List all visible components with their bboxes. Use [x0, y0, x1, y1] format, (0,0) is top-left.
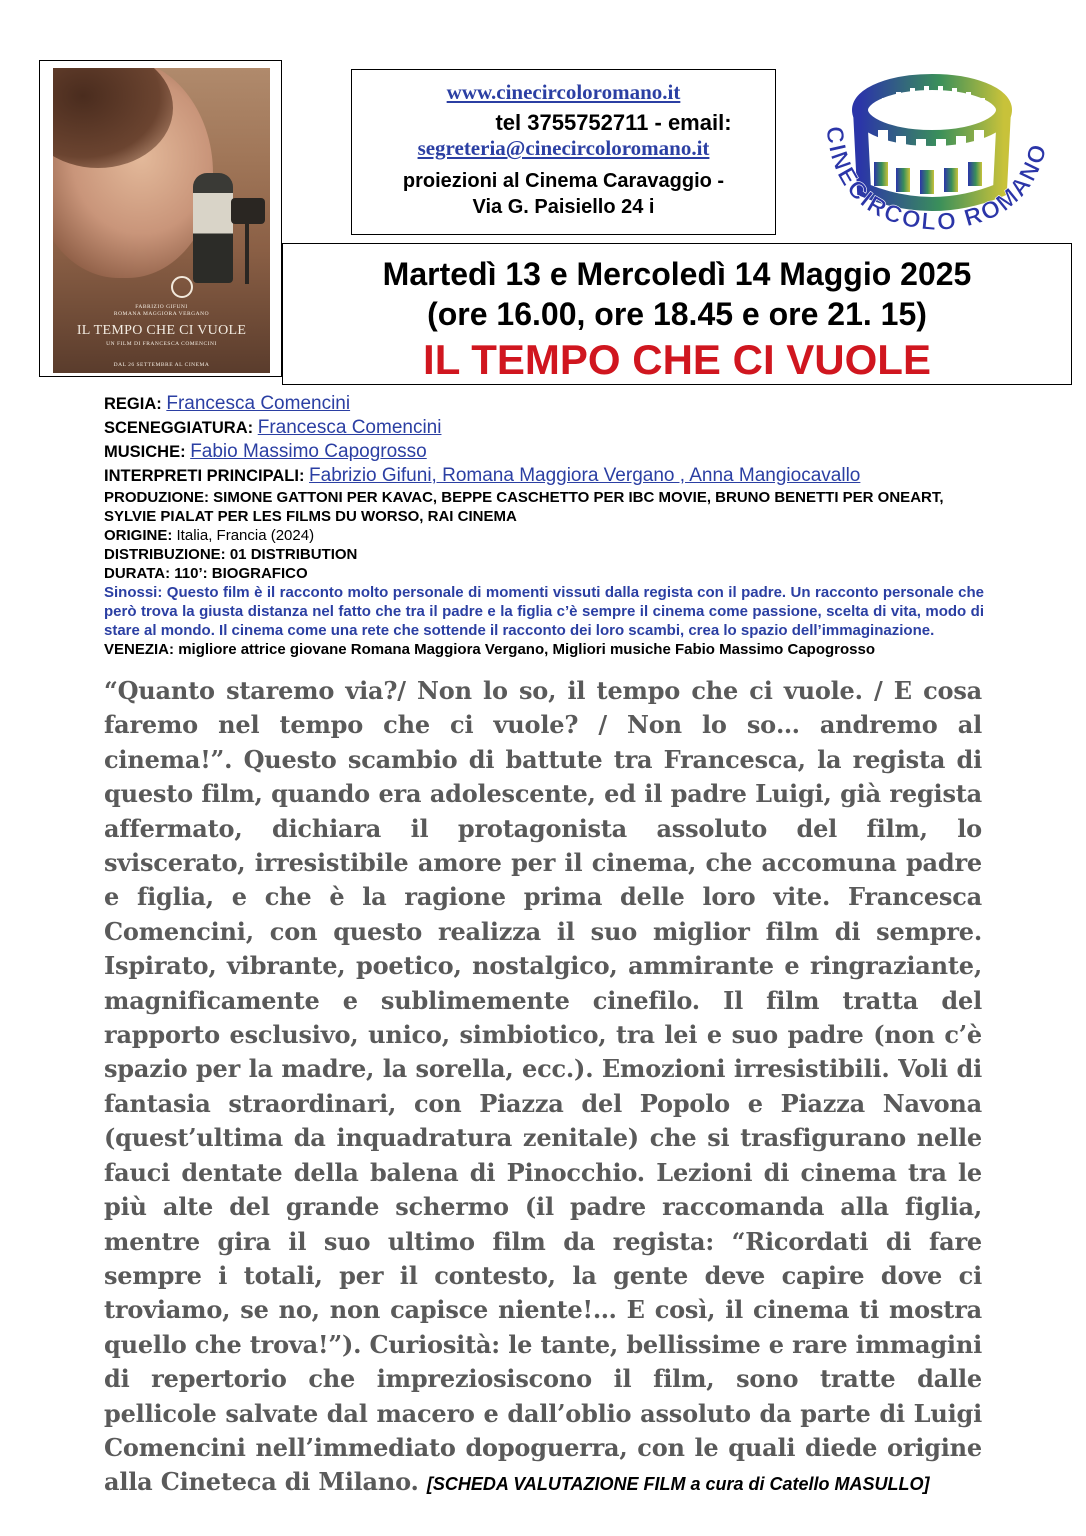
festival-laurel-icon — [171, 276, 193, 298]
website-link[interactable]: www.cinecircoloromano.it — [446, 80, 681, 104]
venezia-awards — [104, 640, 984, 659]
poster-cast-line-1: FABRIZIO GIFUNI — [135, 304, 188, 310]
durata-value: 110’: BIOGRAFICO — [174, 565, 308, 582]
film-poster — [39, 60, 282, 377]
origine-label: ORIGINE: — [104, 527, 173, 544]
venezia-label: VENEZIA: — [104, 641, 175, 658]
screening-box — [282, 243, 1072, 385]
poster-image — [53, 68, 270, 373]
review-text: “Quanto staremo via?/ Non lo so, il tempo che ci vuole. / E cosa faremo nel tempo che ci vuole? / Non lo so… andremo al cinema!”. Questo scambio di battute tra Francesca, la regista di questo film, quando era adolescente, ed il padre Luigi, già regista affermato, dichiara il protagonista assoluto del film, lo sviscerato, irresistibile amore per il cinema, che accomuna padre e figlia, e che è la ragione prima delle loro vite. Francesca Comencini, con questo realizza il suo miglior film di sempre. Ispirato, vibrante, poetico, nostalgico, ammirante e ringraziante, magnificamente e sublimemente cinefilo. Il film tratta del rapporto esclusivo, unico, simbiotico, tra lei e suo padre (non c’è spazio per la madre, la sorella, ecc.). Emozioni irresistibili. Voli di fantasia straordinari, con Piazza del Popolo e Piazza Navona (quest’ultima da inquadratura zenitale) che si trasfigurano nelle fauci dentate della balena di Pinocchio. Lezioni di cinema tra le più alte del grande schermo (il padre raccomanda alla figlia, mentre gira il suo ultimo film da regista: “Ricordati di fare sempre i totali, per il contesto, la gente deve capire dove ci troviamo, se no, non capisce niente!… E così, il cinema ti mostra quello che trova!”). Curiosità: le tante, bellissime e rare immagini di repertorio che impreziosiscono il film, sono tratte dalle pellicole salvate dal macero e dall’oblio assoluto da parte di Luigi Comencini nell’immediato dopoguerra, con le quali diede origine alla Cineteca di Milano. — [104, 676, 982, 1497]
poster-cast-line-2: ROMANA MAGGIORA VERGANO — [113, 311, 210, 317]
distribuzione-value: 01 DISTRIBUTION — [229, 546, 358, 563]
regia-label: REGIA: — [104, 395, 162, 413]
poster-title: IL TEMPO CHE CI VUOLE — [76, 323, 247, 338]
poster-director-figure — [193, 173, 233, 283]
distribuzione-label: DISTRIBUZIONE: — [104, 546, 226, 563]
logo-text: CINECIRCOLO ROMANO — [820, 124, 1053, 237]
credit-regia — [104, 392, 984, 416]
film-title: IL TEMPO CHE CI VUOLE — [423, 336, 931, 383]
musiche-label: MUSICHE: — [104, 443, 186, 461]
venue-line-1: proiezioni al Cinema Caravaggio - — [402, 170, 725, 192]
credit-distribuzione — [104, 545, 984, 564]
cinecircolo-logo — [812, 40, 1062, 240]
review-credit: [SCHEDA VALUTAZIONE FILM a cura di Catello MASULLO] — [426, 1474, 930, 1495]
poster-release: DAL 26 SETTEMBRE AL CINEMA — [113, 362, 210, 368]
produzione-value: SIMONE GATTONI PER KAVAC, BEPPE CASCHETTO PER IBC MOVIE, BRUNO BENETTI PER ONEART, SYLVIE PIALAT PER LES FILMS DU WORSO, RAI CINEMA — [104, 489, 944, 525]
tripod-icon — [245, 224, 249, 284]
email-link[interactable]: segreteria@cinecircoloromano.it — [417, 136, 710, 160]
venezia-value: migliore attrice giovane Romana Maggiora Vergano, Migliori musiche Fabio Massimo Capogrosso — [178, 641, 875, 658]
poster-director: UN FILM DI FRANCESCA COMENCINI — [106, 341, 217, 347]
film-reel-colosseum-icon — [812, 40, 1062, 240]
contact-box — [351, 69, 776, 235]
credit-musiche — [104, 440, 984, 464]
screening-dates: Martedì 13 e Mercoledì 14 Maggio 2025 — [382, 256, 972, 292]
film-review — [104, 674, 982, 1502]
interpreti-link[interactable]: Fabrizio Gifuni, Romana Maggiora Vergano , Anna Mangiocavallo — [309, 465, 861, 486]
credit-produzione — [104, 488, 984, 526]
screening-times: (ore 16.00, ore 18.45 e ore 21. 15) — [427, 296, 927, 332]
regia-link[interactable]: Francesca Comencini — [166, 393, 351, 414]
phone-email-label: tel 3755752711 - email: — [495, 110, 732, 135]
interpreti-label: INTERPRETI PRINCIPALI: — [104, 467, 305, 485]
musiche-link[interactable]: Fabio Massimo Capogrosso — [190, 441, 427, 462]
credit-interpreti — [104, 464, 984, 488]
origine-value: Italia, Francia (2024) — [176, 527, 315, 544]
credit-durata — [104, 564, 984, 583]
venue-line-2: Via G. Paisiello 24 i — [472, 196, 655, 218]
camera-icon — [231, 198, 265, 224]
credit-origine — [104, 526, 984, 545]
sceneggiatura-label: SCENEGGIATURA: — [104, 419, 254, 437]
produzione-label: PRODUZIONE: — [104, 489, 209, 506]
synopsis: Sinossi: Questo film è il racconto molto personale di momenti vissuti dalla regista con il padre. Un racconto personale che però trova la giusta distanza nel fatto che tra il padre e la figlia c’è sempre il cinema come passione, scelta di vita, modo di stare al mondo. Il cinema come una rete che sottende il racconto dei loro scambi, crea lo spazio dell’immaginazione. — [104, 584, 984, 639]
film-credits — [104, 392, 984, 659]
credit-sceneggiatura — [104, 416, 984, 440]
durata-label: DURATA: — [104, 565, 171, 582]
sceneggiatura-link[interactable]: Francesca Comencini — [257, 417, 442, 438]
